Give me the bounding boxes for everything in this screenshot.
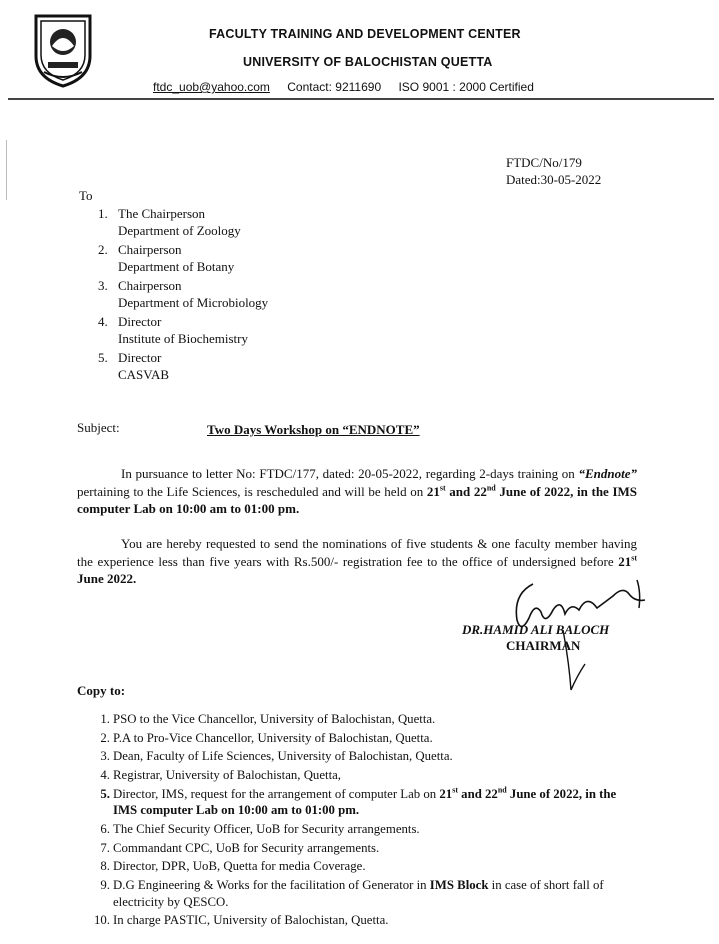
recipient-title: Director [118, 314, 162, 329]
recipient-item: 5. Director CASVAB [75, 349, 375, 385]
recipient-title: Chairperson [118, 242, 182, 257]
recipient-title: Chairperson [118, 278, 182, 293]
reference-number: FTDC/No/179 [506, 155, 582, 170]
contact-line [153, 80, 548, 94]
recipient-department: Department of Botany [118, 259, 235, 274]
recipient-department: Department of Microbiology [118, 295, 269, 310]
body-paragraph-2: You are hereby requested to send the nominations of five students & one faculty member having the experience less than five years with Rs.500/- registration fee to the office of undersigned before 21st June 2022. [77, 536, 637, 586]
subject-label: Subject: [77, 420, 120, 435]
copy-item: 8. Director, DPR, UoB, Quetta for media Coverage. [100, 859, 366, 874]
copy-item: 3. Dean, Faculty of Life Sciences, University of Balochistan, Quetta. [100, 749, 453, 764]
endnote-term: “Endnote” [578, 466, 638, 481]
copy-item: 9. D.G Engineering & Works for the facilitation of Generator in IMS Block in case of short fall of electricity by QESCO. [100, 878, 604, 909]
university-seal-logo [30, 12, 96, 88]
copy-item: 5. Director, IMS, request for the arrangement of computer Lab on 21st and 22nd June of 2022, in the IMS computer Lab on 10:00 am to 01:00 pm. [100, 785, 617, 818]
copy-to-label: Copy to: [77, 683, 126, 698]
recipient-item: 1. The Chairperson Department of Zoology [75, 205, 375, 241]
copy-item: 6. The Chief Security Officer, UoB for Security arrangements. [100, 821, 420, 836]
copy-item: 2. P.A to Pro-Vice Chancellor, University of Balochistan, Quetta. [100, 730, 433, 745]
recipient-item: 4. Director Institute of Biochemistry [75, 313, 375, 349]
recipient-department: Institute of Biochemistry [118, 331, 248, 346]
email-link[interactable]: ftdc_uob@yahoo.com [153, 80, 270, 94]
signatory-title: CHAIRMAN [506, 638, 581, 653]
recipient-title: Director [118, 350, 162, 365]
contact-phone: Contact: 9211690 [287, 80, 382, 94]
center-name: FACULTY TRAINING AND DEVELOPMENT CENTER [209, 27, 521, 41]
recipient-list [75, 205, 375, 385]
to-label: To [79, 188, 93, 203]
recipient-item: 2. Chairperson Department of Botany [75, 241, 375, 277]
university-name: UNIVERSITY OF BALOCHISTAN QUETTA [243, 55, 493, 69]
iso-certification: ISO 9001 : 2000 Certified [398, 80, 534, 94]
reference-date: Dated:30-05-2022 [506, 172, 602, 187]
scan-edge-mark [6, 140, 7, 200]
copy-item: 10. In charge PASTIC, University of Balochistan, Quetta. [94, 913, 389, 928]
recipient-title: The Chairperson [118, 206, 206, 221]
recipient-department: CASVAB [118, 367, 170, 382]
recipient-department: Department of Zoology [118, 223, 241, 238]
subject-title: Two Days Workshop on “ENDNOTE” [207, 422, 420, 437]
copy-to-list [90, 711, 640, 931]
copy-item: 4. Registrar, University of Balochistan, Quetta, [100, 768, 342, 783]
body-paragraph-1: In pursuance to letter No: FTDC/177, dated: 20-05-2022, regarding 2-days training on “Endnote” pertaining to the Life Sciences, is rescheduled and will be held on 21st and 22nd June of 2022, in the IMS computer Lab on 10:00 am to 01:00 pm. [77, 466, 638, 516]
copy-item: 7. Commandant CPC, UoB for Security arrangements. [100, 840, 380, 855]
header-rule [8, 98, 714, 100]
copy-item: 1. PSO to the Vice Chancellor, University of Balochistan, Quetta. [100, 712, 436, 726]
signatory-name: DR.HAMID ALI BALOCH [462, 622, 610, 637]
recipient-item: 3. Chairperson Department of Microbiology [75, 277, 375, 313]
